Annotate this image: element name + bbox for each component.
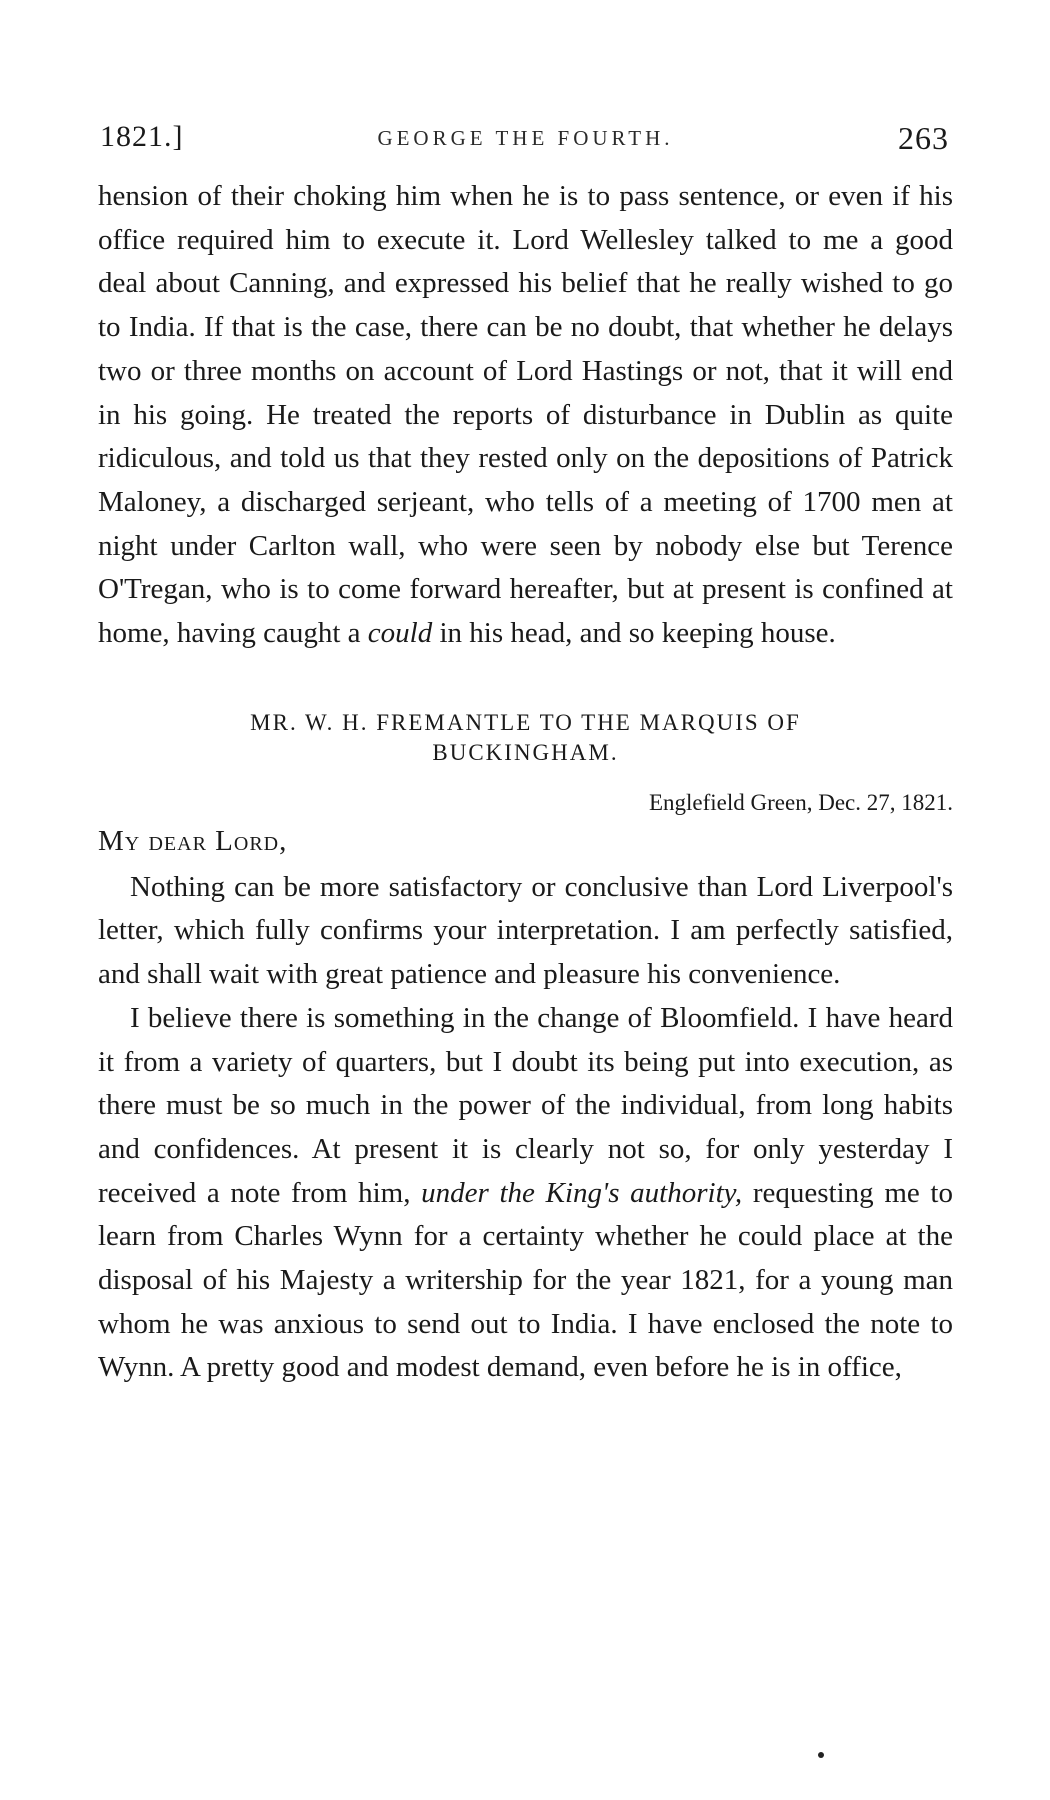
letter-salutation: My dear Lord, bbox=[98, 824, 288, 857]
letter-dateline: Englefield Green, Dec. 27, 1821. bbox=[648, 789, 953, 815]
letter-heading-line-2: BUCKINGHAM. bbox=[432, 739, 619, 765]
running-head-title: GEORGE THE FOURTH. bbox=[377, 126, 674, 150]
letter-paragraph-2 bbox=[98, 997, 953, 1390]
opening-paragraph-text bbox=[98, 175, 953, 656]
ink-speck bbox=[818, 1752, 824, 1758]
page-number: 263 bbox=[898, 120, 949, 156]
book-page bbox=[98, 120, 953, 1390]
letter-heading-line-1: MR. W. H. FREMANTLE TO THE MARQUIS OF bbox=[250, 709, 801, 735]
letter-body bbox=[98, 866, 953, 1390]
opening-paragraph-end: in his head, and so keeping house. bbox=[439, 617, 836, 650]
opening-paragraph bbox=[98, 175, 953, 656]
letter-heading bbox=[98, 708, 953, 768]
italic-phrase-kings-authority: under the King's authority, bbox=[421, 1176, 743, 1209]
running-head-year: 1821.] bbox=[100, 120, 184, 153]
opening-paragraph-main: hension of their choking him when he is to pass sentence, or even if his office required him to execute it. Lord Wellesley talked to me a good deal about Canning, and expressed his belief that he really wished to go to India. If that is the case, there can be no doubt, that whether he delays two or three months on account of Lord Hastings or not, that it will end in his going. He treated the reports of disturbance in Dublin as quite ridiculous, and told us that they rested only on the depositions of Patrick Maloney, a discharged serjeant, who tells of a meeting of 1700 men at night under Carlton wall, who were seen by nobody else but Terence O'Tregan, who is to come forward hereafter, but at present is confined at home, having caught a bbox=[98, 180, 953, 650]
running-head bbox=[98, 120, 953, 160]
letter-paragraph-2-main: I believe there is something in the change of Bloomfield. I have heard it from a variety of quarters, but I doubt its being put into execution, as there must be so much in the power of the individual, from long habits and confidences. At present it is clearly not so, for only yesterday I received a note from him, bbox=[98, 1001, 953, 1209]
italic-word-could: could bbox=[367, 617, 433, 650]
letter-paragraph-1: Nothing can be more satisfactory or conclusive than Lord Liverpool's letter, which fully confirms your interpretation. I am perfectly satisfied, and shall wait with great patience and pleasure his convenience. bbox=[98, 870, 953, 991]
letter-paragraph-2-end: requesting me to learn from Charles Wynn for a certainty whether he could place at the disposal of his Majesty a writership for the year 1821, for a young man whom he was anxious to send out to India. I have enclosed the note to Wynn. A pretty good and modest demand, even before he is in office, bbox=[98, 1176, 953, 1384]
